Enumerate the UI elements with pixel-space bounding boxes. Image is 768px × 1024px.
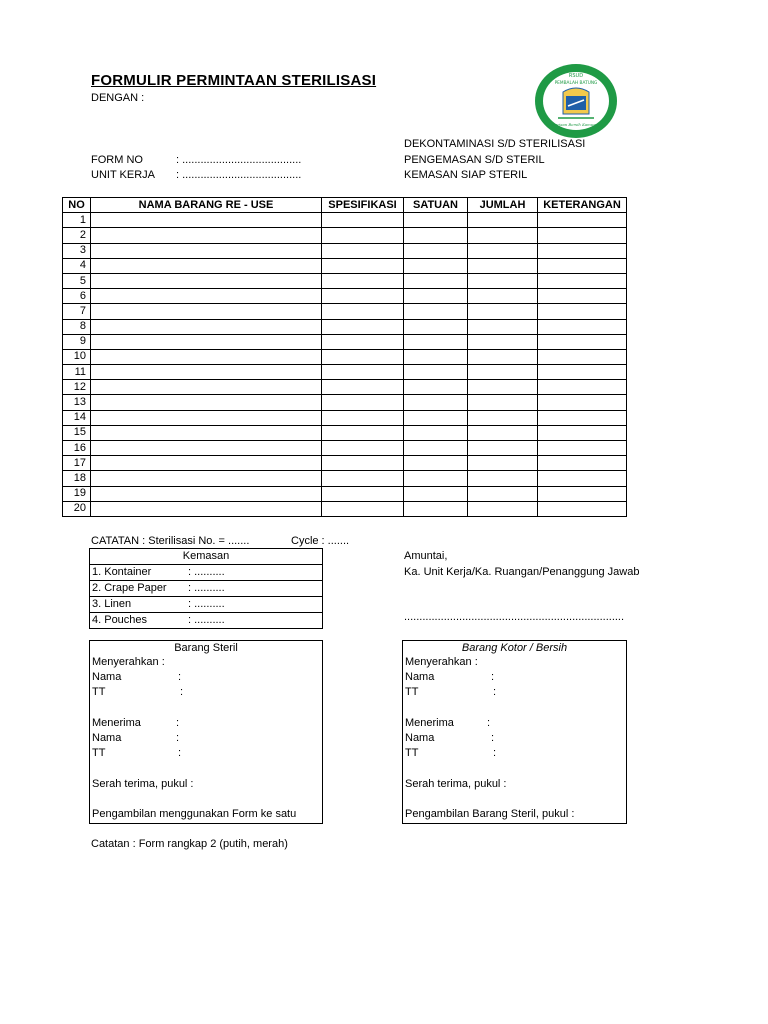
row-number: 17 [63, 456, 91, 471]
items-table [62, 197, 627, 517]
steril-menyerahkan-label: Menyerahkan : [92, 656, 165, 668]
row-number: 13 [63, 395, 91, 410]
cell-satuan[interactable] [404, 243, 468, 258]
col-header-jumlah: JUMLAH [468, 198, 538, 213]
cell-jumlah[interactable] [468, 456, 538, 471]
kemasan-box [89, 548, 323, 629]
col-header-no: NO [63, 198, 91, 213]
cell-satuan[interactable] [404, 289, 468, 304]
cell-keterangan[interactable] [538, 441, 627, 456]
cell-spesifikasi[interactable] [322, 319, 404, 334]
cell-keterangan[interactable] [538, 334, 627, 349]
row-number: 8 [63, 319, 91, 334]
cell-spesifikasi[interactable] [322, 456, 404, 471]
kotor-menyerahkan-label: Menyerahkan : [405, 656, 478, 668]
cell-satuan[interactable] [404, 258, 468, 273]
cell-nama-barang[interactable] [91, 243, 322, 258]
table-row [63, 365, 627, 380]
cell-satuan[interactable] [404, 471, 468, 486]
row-number: 11 [63, 365, 91, 380]
kotor-serah-terima: Serah terima, pukul : [405, 778, 507, 790]
cell-keterangan[interactable] [538, 304, 627, 319]
cell-jumlah[interactable] [468, 349, 538, 364]
cell-satuan[interactable] [404, 273, 468, 288]
cell-keterangan[interactable] [538, 471, 627, 486]
row-number: 14 [63, 410, 91, 425]
cell-keterangan[interactable] [538, 395, 627, 410]
cell-jumlah[interactable] [468, 243, 538, 258]
cell-jumlah[interactable] [468, 365, 538, 380]
cell-satuan[interactable] [404, 334, 468, 349]
cell-nama-barang[interactable] [91, 334, 322, 349]
row-number: 9 [63, 334, 91, 349]
table-row [63, 501, 627, 516]
table-row [63, 456, 627, 471]
cell-keterangan[interactable] [538, 365, 627, 380]
steril-pengambilan: Pengambilan menggunakan Form ke satu [92, 808, 297, 820]
kemasan-item-linen [90, 596, 322, 612]
steril-colon: : [178, 671, 182, 683]
cell-jumlah[interactable] [468, 213, 538, 228]
cell-spesifikasi[interactable] [322, 334, 404, 349]
amuntai-place: Amuntai, [404, 550, 448, 562]
cell-nama-barang[interactable] [91, 380, 322, 395]
cell-spesifikasi[interactable] [322, 258, 404, 273]
steril-colon: : [176, 717, 180, 729]
logo-arc-text: PEMBALAH BATUNG [554, 81, 598, 86]
barang-kotor-title: Barang Kotor / Bersih [461, 642, 568, 654]
cell-jumlah[interactable] [468, 486, 538, 501]
kotor-colon: : [487, 717, 491, 729]
cell-jumlah[interactable] [468, 441, 538, 456]
cell-keterangan[interactable] [538, 273, 627, 288]
cell-keterangan[interactable] [538, 486, 627, 501]
row-number: 4 [63, 258, 91, 273]
cell-satuan[interactable] [404, 410, 468, 425]
cell-nama-barang[interactable] [91, 425, 322, 440]
cell-jumlah[interactable] [468, 319, 538, 334]
cell-keterangan[interactable] [538, 228, 627, 243]
cell-nama-barang[interactable] [91, 213, 322, 228]
kemasan-item-value[interactable]: : .......... [188, 582, 225, 594]
cell-keterangan[interactable] [538, 425, 627, 440]
steril-colon: : [178, 747, 182, 759]
cell-jumlah[interactable] [468, 273, 538, 288]
unit-kerja-label: UNIT KERJA [91, 169, 155, 181]
cell-satuan[interactable] [404, 365, 468, 380]
cell-spesifikasi[interactable] [322, 471, 404, 486]
kemasan-item-pouches [90, 612, 322, 628]
footer-note: Catatan : Form rangkap 2 (putih, merah) [91, 838, 288, 850]
row-number: 16 [63, 441, 91, 456]
cell-nama-barang[interactable] [91, 319, 322, 334]
steril-colon: : [176, 732, 180, 744]
cell-keterangan[interactable] [538, 410, 627, 425]
row-number: 15 [63, 425, 91, 440]
kemasan-item-label: 1. Kontainer [92, 566, 152, 578]
cell-satuan[interactable] [404, 395, 468, 410]
row-number: 3 [63, 243, 91, 258]
cell-nama-barang[interactable] [91, 486, 322, 501]
cell-keterangan[interactable] [538, 243, 627, 258]
cell-spesifikasi[interactable] [322, 380, 404, 395]
option-pengemasan: PENGEMASAN S/D STERIL [404, 154, 545, 166]
row-number: 6 [63, 289, 91, 304]
kotor-tt-label-2: TT [405, 747, 419, 759]
steril-menerima-label: Menerima [92, 717, 141, 729]
unit-kerja-field[interactable]: : ....................................... [176, 169, 302, 181]
cell-spesifikasi[interactable] [322, 349, 404, 364]
col-header-nama-barang: NAMA BARANG RE - USE [91, 198, 322, 213]
cell-satuan[interactable] [404, 213, 468, 228]
kemasan-item-value[interactable]: : .......... [188, 598, 225, 610]
row-number: 5 [63, 273, 91, 288]
cell-satuan[interactable] [404, 501, 468, 516]
cell-spesifikasi[interactable] [322, 365, 404, 380]
cell-jumlah[interactable] [468, 380, 538, 395]
cell-spesifikasi[interactable] [322, 243, 404, 258]
table-row [63, 441, 627, 456]
kotor-colon: : [493, 686, 497, 698]
cell-jumlah[interactable] [468, 501, 538, 516]
cell-jumlah[interactable] [468, 258, 538, 273]
cell-nama-barang[interactable] [91, 273, 322, 288]
cell-keterangan[interactable] [538, 213, 627, 228]
cell-nama-barang[interactable] [91, 471, 322, 486]
cell-keterangan[interactable] [538, 319, 627, 334]
cell-satuan[interactable] [404, 486, 468, 501]
option-dekontaminasi: DEKONTAMINASI S/D STERILISASI [404, 138, 586, 150]
steril-tt-label-1: TT [92, 686, 106, 698]
cell-jumlah[interactable] [468, 410, 538, 425]
cell-spesifikasi[interactable] [322, 213, 404, 228]
cell-nama-barang[interactable] [91, 501, 322, 516]
kemasan-item-value[interactable]: : .......... [188, 566, 225, 578]
table-row [63, 319, 627, 334]
kotor-colon: : [491, 671, 495, 683]
cell-nama-barang[interactable] [91, 410, 322, 425]
logo-top-text: RSUD [568, 73, 584, 79]
kemasan-item-label: 2. Crape Paper [92, 582, 167, 594]
logo-bottom-text: Kerjaan Bersih Kamuran [552, 122, 600, 127]
kemasan-item-label: 3. Linen [92, 598, 132, 610]
table-row [63, 289, 627, 304]
kotor-colon: : [491, 732, 495, 744]
cell-satuan[interactable] [404, 228, 468, 243]
cell-satuan[interactable] [404, 441, 468, 456]
kotor-tt-label-1: TT [405, 686, 419, 698]
cell-nama-barang[interactable] [91, 289, 322, 304]
kemasan-item-label: 4. Pouches [92, 614, 148, 626]
table-row [63, 395, 627, 410]
kotor-pengambilan: Pengambilan Barang Steril, pukul : [405, 808, 575, 820]
cell-spesifikasi[interactable] [322, 441, 404, 456]
cell-nama-barang[interactable] [91, 349, 322, 364]
table-header-row [63, 198, 627, 213]
kemasan-item-value[interactable]: : .......... [188, 614, 225, 626]
cell-nama-barang[interactable] [91, 441, 322, 456]
cell-jumlah[interactable] [468, 228, 538, 243]
cell-nama-barang[interactable] [91, 456, 322, 471]
table-row [63, 410, 627, 425]
kotor-nama-label-1: Nama [405, 671, 435, 683]
cell-nama-barang[interactable] [91, 228, 322, 243]
table-row [63, 228, 627, 243]
form-title: FORMULIR PERMINTAAN STERILISASI [91, 72, 377, 89]
option-kemasan-siap: KEMASAN SIAP STERIL [404, 169, 528, 181]
table-row [63, 380, 627, 395]
cell-spesifikasi[interactable] [322, 501, 404, 516]
cell-jumlah[interactable] [468, 289, 538, 304]
col-header-keterangan: KETERANGAN [538, 198, 627, 213]
cell-keterangan[interactable] [538, 501, 627, 516]
table-row [63, 304, 627, 319]
catatan-cycle: Cycle : ....... [291, 535, 350, 547]
cell-jumlah[interactable] [468, 425, 538, 440]
steril-nama-label-2: Nama [92, 732, 122, 744]
table-row [63, 243, 627, 258]
cell-spesifikasi[interactable] [322, 425, 404, 440]
table-row [63, 349, 627, 364]
cell-spesifikasi[interactable] [322, 486, 404, 501]
barang-kotor-box [402, 640, 627, 824]
cell-keterangan[interactable] [538, 380, 627, 395]
cell-keterangan[interactable] [538, 456, 627, 471]
table-row [63, 334, 627, 349]
row-number: 19 [63, 486, 91, 501]
cell-spesifikasi[interactable] [322, 395, 404, 410]
catatan-sterilisasi-no: CATATAN : Sterilisasi No. = ....... [91, 535, 250, 547]
cell-satuan[interactable] [404, 456, 468, 471]
cell-nama-barang[interactable] [91, 365, 322, 380]
form-no-field[interactable]: : ....................................... [176, 154, 302, 166]
col-header-spesifikasi: SPESIFIKASI [322, 198, 404, 213]
table-row [63, 425, 627, 440]
barang-steril-box [89, 640, 323, 824]
steril-tt-label-2: TT [92, 747, 106, 759]
cell-keterangan[interactable] [538, 258, 627, 273]
cell-nama-barang[interactable] [91, 258, 322, 273]
steril-nama-label-1: Nama [92, 671, 122, 683]
cell-keterangan[interactable] [538, 349, 627, 364]
row-number: 7 [63, 304, 91, 319]
cell-jumlah[interactable] [468, 304, 538, 319]
signature-line[interactable]: ........................................................................ [404, 611, 625, 623]
col-header-satuan: SATUAN [404, 198, 468, 213]
kemasan-item-kontainer [90, 564, 322, 580]
row-number: 18 [63, 471, 91, 486]
barang-steril-title: Barang Steril [174, 642, 238, 654]
cell-jumlah[interactable] [468, 471, 538, 486]
kemasan-item-crape-paper [90, 580, 322, 596]
signatory-role: Ka. Unit Kerja/Ka. Ruangan/Penanggung Jawab [404, 566, 640, 578]
dengan-label: DENGAN : [91, 92, 145, 104]
kotor-menerima-label: Menerima [405, 717, 454, 729]
kotor-nama-label-2: Nama [405, 732, 435, 744]
cell-jumlah[interactable] [468, 395, 538, 410]
cell-jumlah[interactable] [468, 334, 538, 349]
table-row [63, 273, 627, 288]
cell-spesifikasi[interactable] [322, 304, 404, 319]
cell-nama-barang[interactable] [91, 304, 322, 319]
table-row [63, 471, 627, 486]
row-number: 10 [63, 349, 91, 364]
cell-spesifikasi[interactable] [322, 410, 404, 425]
form-no-label: FORM NO [91, 154, 143, 166]
kotor-colon: : [493, 747, 497, 759]
row-number: 2 [63, 228, 91, 243]
cell-spesifikasi[interactable] [322, 228, 404, 243]
cell-satuan[interactable] [404, 380, 468, 395]
cell-keterangan[interactable] [538, 289, 627, 304]
cell-nama-barang[interactable] [91, 395, 322, 410]
steril-colon: : [180, 686, 184, 698]
cell-satuan[interactable] [404, 304, 468, 319]
steril-serah-terima: Serah terima, pukul : [92, 778, 194, 790]
row-number: 12 [63, 380, 91, 395]
row-number: 20 [63, 501, 91, 516]
table-row [63, 258, 627, 273]
table-row [63, 213, 627, 228]
kemasan-title: Kemasan [182, 550, 230, 562]
hospital-logo [533, 62, 619, 140]
cell-satuan[interactable] [404, 319, 468, 334]
cell-spesifikasi[interactable] [322, 289, 404, 304]
cell-spesifikasi[interactable] [322, 273, 404, 288]
row-number: 1 [63, 213, 91, 228]
cell-satuan[interactable] [404, 349, 468, 364]
cell-satuan[interactable] [404, 425, 468, 440]
table-row [63, 486, 627, 501]
